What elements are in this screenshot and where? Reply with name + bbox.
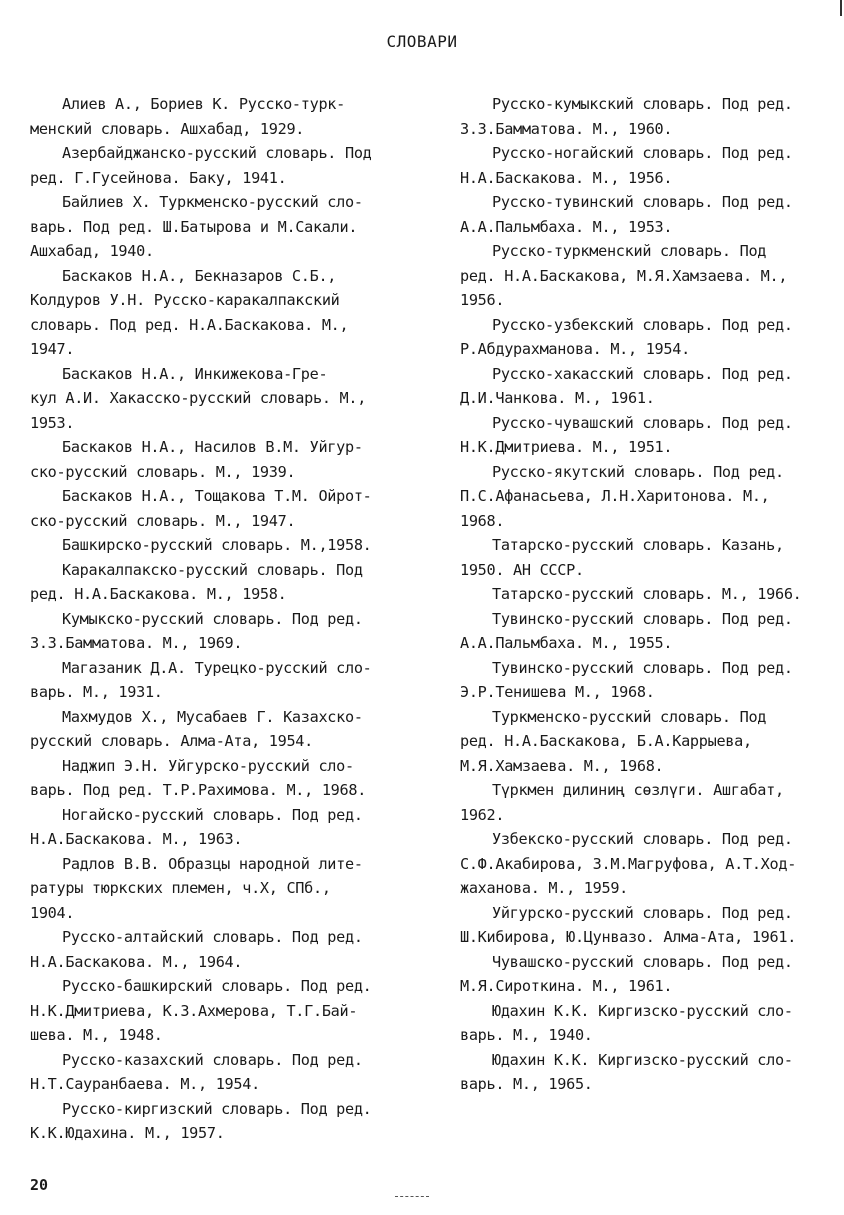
- bibliography-entry: Уйгурско-русский словарь. Под ред. Ш.Кибирова, Ю.Цунвазо. Алма-Ата, 1961.: [460, 903, 797, 946]
- bibliography-entry: Кумыкско-русский словарь. Под ред. З.З.Бамматова. М., 1969.: [30, 609, 363, 652]
- bibliography-entry: Радлов В.В. Образцы народной лите- ратуры тюркских племен, ч.Х, СПб., 1904.: [30, 854, 363, 922]
- divider: [395, 1196, 429, 1197]
- bibliography-entry: Юдахин К.К. Киргизско-русский сло- варь. М., 1940.: [460, 1001, 793, 1044]
- bibliography-entry: Махмудов Х., Мусабаев Г. Казахско- русский словарь. Алма-Ата, 1954.: [30, 707, 363, 750]
- bibliography-entry: Баскаков Н.А., Насилов В.М. Уйгур- ско-русский словарь. М., 1939.: [30, 438, 363, 481]
- bibliography-entry: Баскаков Н.А., Инкижекова-Гре- кул А.И. Хакасско-русский словарь. М., 1953.: [30, 364, 367, 432]
- bibliography-entry: Байлиев Х. Туркменско-русский сло- варь. Под ред. Ш.Батырова и М.Сакали. Ашхабад, 1940.: [30, 193, 363, 260]
- bibliography-entry: Туркменско-русский словарь. Под ред. Н.А.Баскакова, Б.А.Каррыева, М.Я.Хамзаева. М., 1968.: [460, 707, 767, 775]
- right-column: [460, 92, 840, 1097]
- bibliography-entry: Баскаков Н.А., Бекназаров С.Б., Колдуров У.Н. Русско-каракалпакский словарь. Под ред. Н.А.Баскакова. М., 1947.: [30, 266, 349, 358]
- bibliography-entry: Чувашско-русский словарь. Под ред. М.Я.Сироткина. М., 1961.: [460, 952, 793, 995]
- bibliography-entry: Русско-туркменский словарь. Под ред. Н.А.Баскакова, М.Я.Хамзаева. М., 1956.: [460, 242, 788, 309]
- left-column: [30, 92, 415, 1146]
- bibliography-entry: Русско-киргизский словарь. Под ред. К.К.Юдахина. М., 1957.: [30, 1099, 372, 1142]
- bibliography-entry: Татарско-русский словарь. Казань, 1950. АН СССР.: [460, 536, 784, 579]
- bibliography-entry: Алиев А., Бориев К. Русско-турк- менский словарь. Ашхабад, 1929.: [30, 95, 345, 138]
- bibliography-entry: Башкирско-русский словарь. М.,1958.: [62, 536, 372, 554]
- bibliography-entry: Русско-чувашский словарь. Под ред. Н.К.Дмитриева. М., 1951.: [460, 413, 793, 456]
- bibliography-entry: Русско-узбекский словарь. Под ред. Р.Абдурахманова. М., 1954.: [460, 315, 793, 358]
- bibliography-entry: Ногайско-русский словарь. Под ред. Н.А.Баскакова. М., 1963.: [30, 805, 363, 848]
- bibliography-entry: Русско-алтайский словарь. Под ред. Н.А.Баскакова. М., 1964.: [30, 928, 363, 971]
- bibliography-entry: Магазаник Д.А. Турецко-русский сло- варь. М., 1931.: [30, 658, 372, 701]
- edge-mark: [836, 0, 842, 16]
- bibliography-entry: Азербайджанско-русский словарь. Под ред. Г.Гусейнова. Баку, 1941.: [30, 144, 372, 187]
- bibliography-entry: Тувинско-русский словарь. Под ред. Э.Р.Тенишева М., 1968.: [460, 658, 793, 701]
- bibliography-entry: Түркмен дилиниң сөзлүги. Ашгабат, 1962.: [460, 781, 784, 824]
- bibliography-entry: Русско-казахский словарь. Под ред. Н.Т.Сауранбаева. М., 1954.: [30, 1050, 363, 1093]
- bibliography-entry: Русско-башкирский словарь. Под ред. Н.К.Дмитриева, К.З.Ахмерова, Т.Г.Бай- шева. М., 1948.: [30, 977, 372, 1044]
- bibliography-entry: Русско-ногайский словарь. Под ред. Н.А.Баскакова. М., 1956.: [460, 144, 793, 187]
- page-title: СЛОВАРИ: [386, 32, 458, 51]
- bibliography-entry: Русско-якутский словарь. Под ред. П.С.Афанасьева, Л.Н.Харитонова. М., 1968.: [460, 462, 784, 530]
- bibliography-entry: Баскаков Н.А., Тощакова Т.М. Ойрот- ско-русский словарь. М., 1947.: [30, 487, 372, 530]
- bibliography-entry: Татарско-русский словарь. М., 1966.: [492, 585, 802, 603]
- bibliography-entry: Узбекско-русский словарь. Под ред. С.Ф.Акабирова, З.М.Магруфова, А.Т.Ход- жаханова. М., 1959.: [460, 830, 797, 897]
- bibliography-entry: Русско-тувинский словарь. Под ред. А.А.Пальмбаха. М., 1953.: [460, 193, 793, 236]
- page-number: 20: [30, 1176, 49, 1194]
- bibliography-entry: Наджип Э.Н. Уйгурско-русский сло- варь. Под ред. Т.Р.Рахимова. М., 1968.: [30, 756, 367, 799]
- bibliography-entry: Юдахин К.К. Киргизско-русский сло- варь. М., 1965.: [460, 1050, 793, 1093]
- bibliography-entry: Каракалпакско-русский словарь. Под ред. Н.А.Баскакова. М., 1958.: [30, 560, 363, 603]
- bibliography-entry: Русско-кумыкский словарь. Под ред. З.З.Бамматова. М., 1960.: [460, 95, 793, 138]
- bibliography-entry: Русско-хакасский словарь. Под ред. Д.И.Чанкова. М., 1961.: [460, 364, 793, 407]
- bibliography-entry: Тувинско-русский словарь. Под ред. А.А.Пальмбаха. М., 1955.: [460, 609, 793, 652]
